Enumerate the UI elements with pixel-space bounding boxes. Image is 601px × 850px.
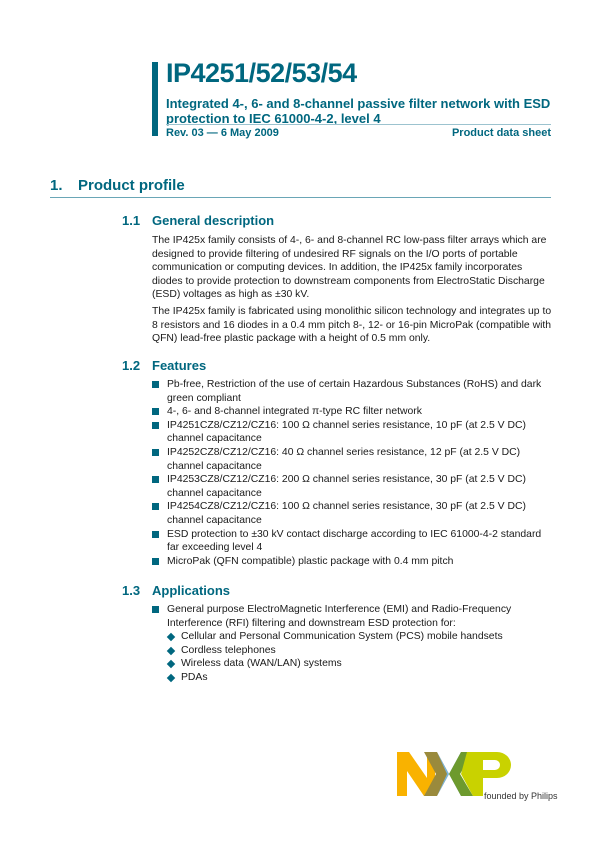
list-item: Pb-free, Restriction of the use of certain Hazardous Substances (RoHS) and dark green compliant — [152, 378, 552, 405]
bullet-square-icon — [152, 449, 159, 456]
nxp-logo — [397, 752, 517, 796]
subsection-heading: 1.2 Features — [122, 358, 207, 373]
bullet-diamond-icon — [167, 647, 175, 655]
list-item: General purpose ElectroMagnetic Interference (EMI) and Radio-Frequency Interference (RFI) filtering and downstream ESD protection for: Cellular and Personal Communication System (PCS) mobile handsets Cordless telephones Wireless data (WAN/LAN) systems PDAs — [152, 603, 552, 685]
bullet-square-icon — [152, 476, 159, 483]
list-item: IP4252CZ8/CZ12/CZ16: 40 Ω channel series resistance, 12 pF (at 2.5 V DC) channel capacitance — [152, 446, 552, 473]
sub-list — [167, 630, 552, 684]
subsection-heading: 1.1 General description — [122, 213, 275, 228]
doc-type: Product data sheet — [451, 127, 551, 139]
bullet-square-icon — [152, 606, 159, 613]
bullet-square-icon — [152, 381, 159, 388]
features-list — [152, 378, 552, 568]
bullet-square-icon — [152, 531, 159, 538]
title-accent-bar — [152, 62, 158, 136]
subsection-heading: 1.3 Applications — [122, 583, 231, 598]
document-subtitle: Integrated 4-, 6- and 8-channel passive filter network with ESD protection to IEC 61000-4-2, level 4 — [166, 96, 551, 126]
applications-list — [152, 603, 552, 685]
document-title: IP4251/52/53/54 — [166, 58, 357, 88]
bullet-diamond-icon — [167, 674, 175, 682]
logo-tagline: founded by Philips — [484, 791, 558, 801]
sub-list-item: Cellular and Personal Communication System (PCS) mobile handsets — [167, 630, 552, 644]
bullet-diamond-icon — [167, 633, 175, 641]
list-item: ESD protection to ±30 kV contact discharge according to IEC 61000-4-2 standard far exceeding level 4 — [152, 528, 552, 555]
sub-list-item: Wireless data (WAN/LAN) systems — [167, 657, 552, 671]
list-item: 4-, 6- and 8-channel integrated π-type RC filter network — [152, 405, 552, 419]
paragraph: The IP425x family is fabricated using monolithic silicon technology and integrates up to 8 resistors and 16 diodes in a 0.4 mm pitch 8-, 12- or 16-pin MicroPak (compatible with QFN) lead-free plastic package with a height of 0.5 mm only. — [152, 306, 552, 345]
bullet-square-icon — [152, 408, 159, 415]
list-item: MicroPak (QFN compatible) plastic package with 0.4 mm pitch — [152, 555, 552, 569]
list-item: IP4254CZ8/CZ12/CZ16: 100 Ω channel series resistance, 30 pF (at 2.5 V DC) channel capacitance — [152, 500, 552, 527]
revision-line — [166, 124, 551, 139]
paragraph: The IP425x family consists of 4-, 6- and 8-channel RC low-pass filter arrays which are designed to provide filtering of undesired RF signals on the I/O ports of portable communication or computing devices. In addition, the IP425x family incorporates diodes to provide protection to downstream components from ElectroStatic Discharge (ESD) voltages as high as ±30 kV. — [152, 235, 547, 301]
section-heading: 1. Product profile — [50, 177, 551, 198]
bullet-square-icon — [152, 558, 159, 565]
bullet-square-icon — [152, 422, 159, 429]
bullet-square-icon — [152, 503, 159, 510]
bullet-diamond-icon — [167, 660, 175, 668]
revision: Rev. 03 — 6 May 2009 — [166, 127, 279, 139]
sub-list-item: Cordless telephones — [167, 644, 552, 658]
sub-list-item: PDAs — [167, 671, 552, 685]
list-item: IP4251CZ8/CZ12/CZ16: 100 Ω channel series resistance, 10 pF (at 2.5 V DC) channel capacitance — [152, 419, 552, 446]
list-item: IP4253CZ8/CZ12/CZ16: 200 Ω channel series resistance, 30 pF (at 2.5 V DC) channel capacitance — [152, 473, 552, 500]
